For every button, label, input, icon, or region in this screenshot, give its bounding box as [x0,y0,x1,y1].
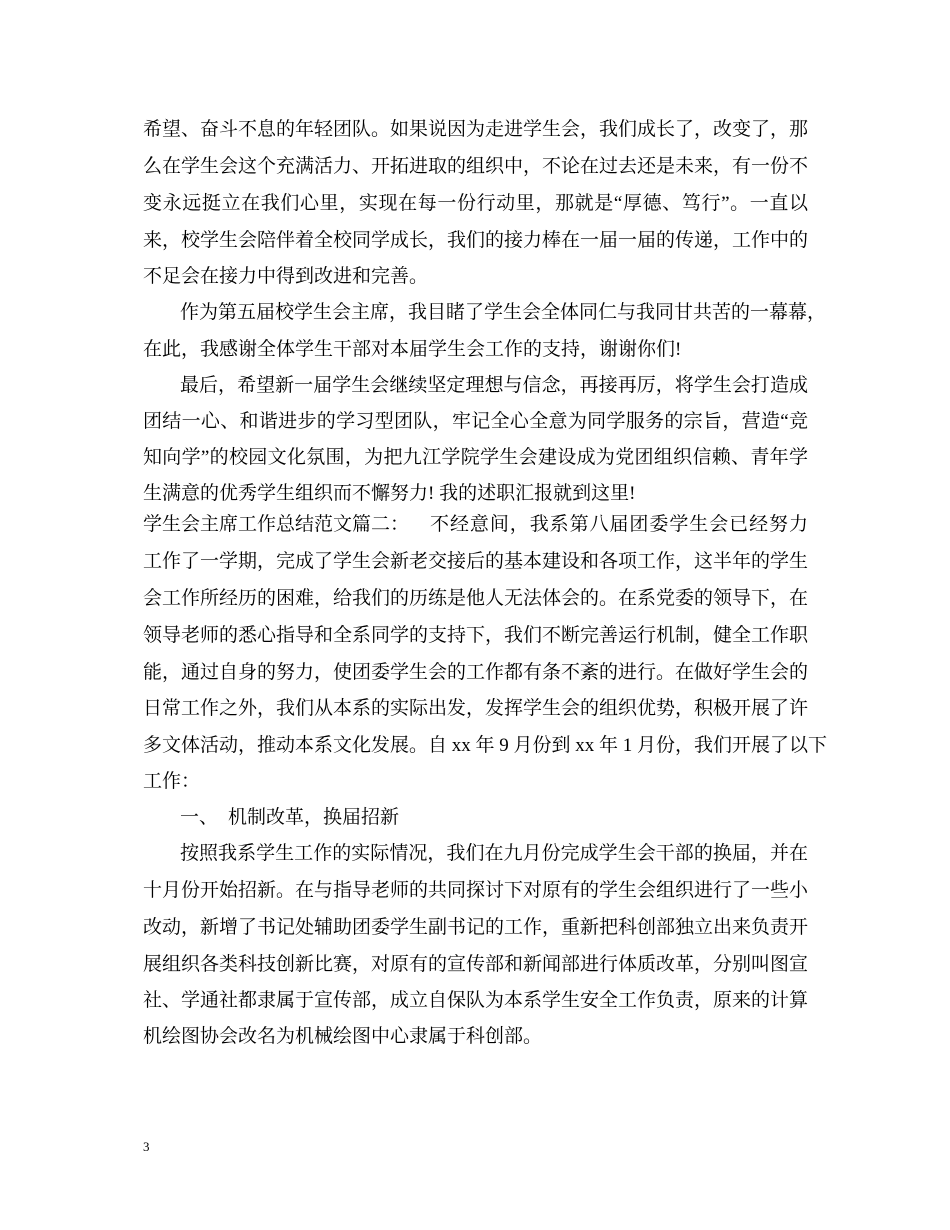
section-heading: 学生会主席工作总结范文篇二： [143,514,410,535]
text-line: 变永远挺立在我们心里，实现在每一份行动里，那就是“厚德、笃行”。一直以 [143,193,808,214]
text-line: 来，校学生会陪伴着全校同学成长，我们的接力棒在一届一届的传递，工作中的 [143,230,809,251]
text-line: 会工作所经历的困难，给我们的历练是他人无法体会的。在系党委的领导下，在 [143,588,809,609]
text-line: 工作了一学期，完成了学生会新老交接后的基本建设和各项工作，这半年的学生 [143,551,809,572]
text-line: 日常工作之外，我们从本系的实际出发，发挥学生会的组织优势，积极开展了许 [143,698,809,719]
heading-number: 一、 [180,807,219,828]
text-line: 多文体活动，推动本系文化发展。自 xx 年 9 月份到 xx 年 1 月份，我们开展了以下 [143,735,828,756]
text-line: 展组织各类科技创新比赛，对原有的宣传部和新闻部进行体质改革，分别叫图宣 [143,954,809,975]
text-line: 团结一心、和谐进步的学习型团队，牢记全心全意为同学服务的宗旨，营造“竞 [143,411,808,432]
text-line: 在此，我感谢全体学生干部对本届学生会工作的支持，谢谢你们! [143,339,682,360]
page-number: 3 [143,1139,150,1154]
text-line: 按照我系学生工作的实际情况，我们在九月份完成学生会干部的换届，并在 [180,843,808,864]
text-line: 工作： [143,771,201,792]
text-line: 改动，新增了书记处辅助团委学生副书记的工作，重新把科创部独立出来负责开 [143,917,809,938]
text-line: 十月份开始招新。在与指导老师的共同探讨下对原有的学生会组织进行了一些小 [143,880,809,901]
text-line: 知向学”的校园文化氛围，为把九江学院学生会建设成为党团组织信赖、青年学 [143,447,808,468]
text-line: 社、学通社都隶属于宣传部，成立自保队为本系学生安全工作负责，原来的计算 [143,990,809,1011]
text-line: 最后，希望新一届学生会继续坚定理想与信念，再接再厉，将学生会打造成 [180,375,808,396]
text-line: 不经意间，我系第八届团委学生会已经努力 [430,514,808,535]
text-line: 不足会在接力中得到改进和完善。 [143,266,429,287]
text-line: 机绘图协会改名为机械绘图中心隶属于科创部。 [143,1026,543,1047]
text-line: 生满意的优秀学生组织而不懈努力! 我的述职汇报就到这里! [143,483,636,504]
text-line: 能，通过自身的努力，使团委学生会的工作都有条不紊的进行。在做好学生会的 [143,662,809,683]
heading-title: 机制改革，换届招新 [228,807,400,828]
text-line: 领导老师的悉心指导和全系同学的支持下，我们不断完善运行机制，健全工作职 [143,625,809,646]
text-line: 希望、奋斗不息的年轻团队。如果说因为走进学生会，我们成长了，改变了，那 [143,119,809,140]
text-line: 么在学生会这个充满活力、开拓进取的组织中，不论在过去还是未来，有一份不 [143,156,809,177]
text-line: 作为第五届校学生会主席，我目睹了学生会全体同仁与我同甘共苦的一幕幕， [180,302,827,323]
